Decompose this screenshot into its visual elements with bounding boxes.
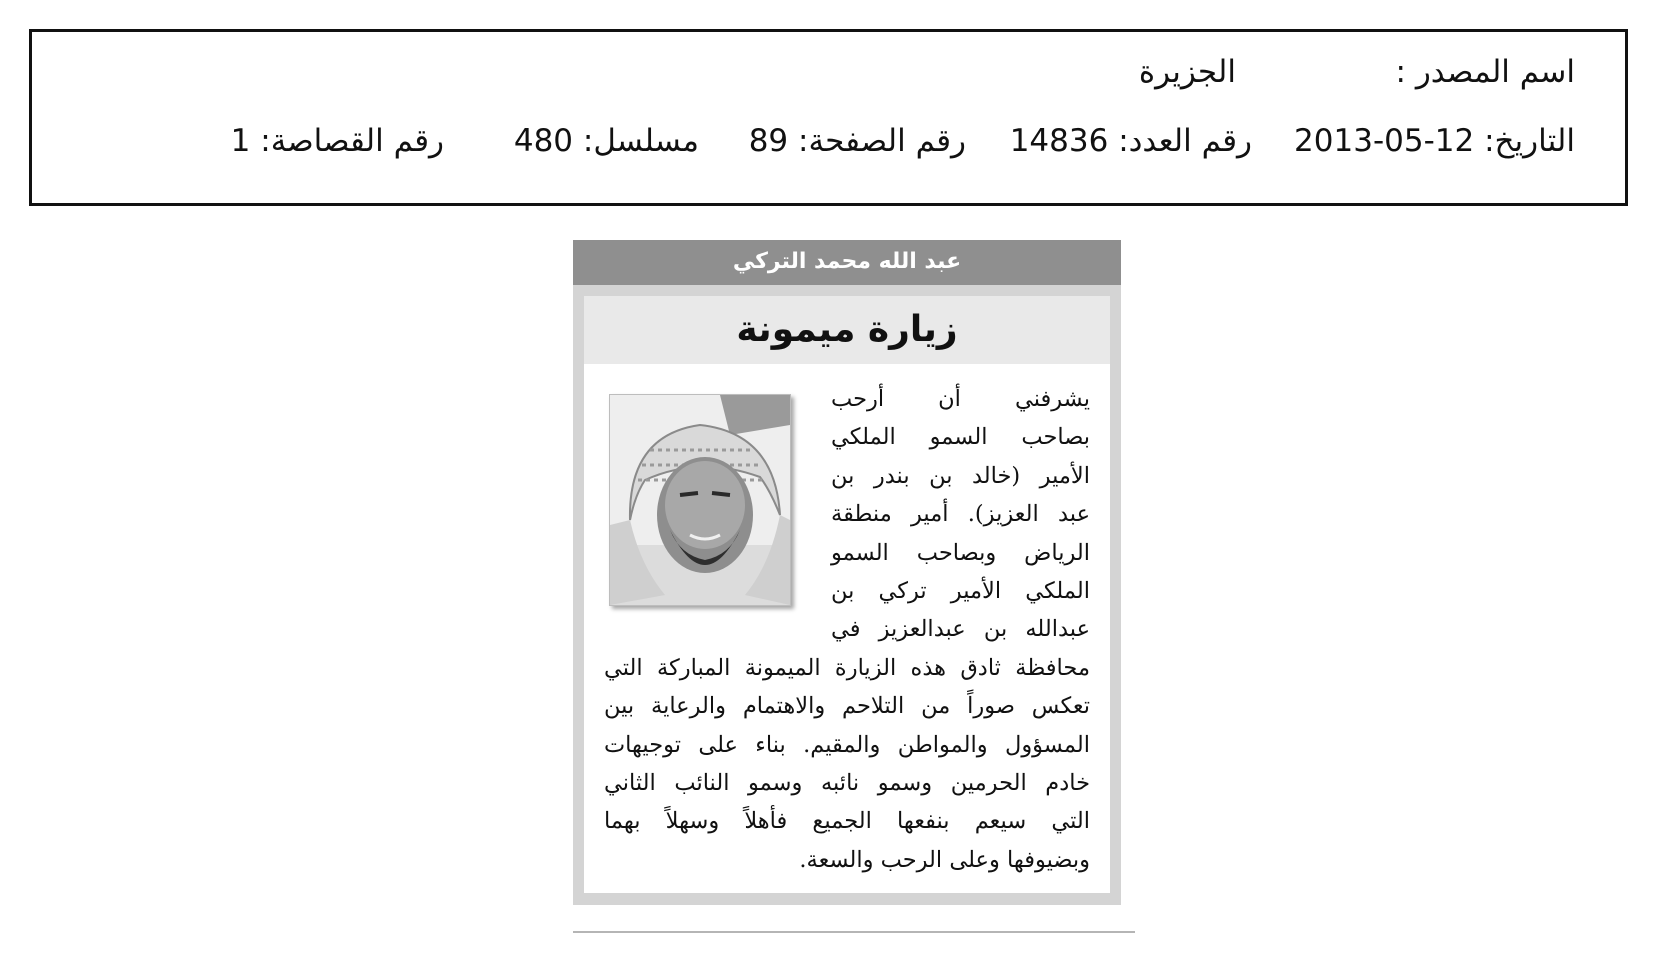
bottom-divider	[573, 931, 1135, 933]
body-line: التي سيعم بنفعها الجميع فأهلاً وسهلاً بهما	[604, 808, 1090, 835]
body-line: الملكي الأمير تركي بن	[831, 578, 1090, 605]
date-label: التاريخ:	[1484, 123, 1575, 159]
article-title: زيارة ميمونة	[584, 296, 1110, 364]
clipping-header-box	[29, 29, 1628, 206]
body-line: يشرفني أن أرحب	[831, 386, 1090, 412]
issue-label: رقم العدد:	[1118, 123, 1252, 159]
clip-value: 1	[230, 123, 251, 159]
body-line: وبضيوفها وعلى الرحب والسعة.	[799, 846, 1090, 873]
body-line: تعكس صوراً من التلاحم والاهتمام والرعاية بين	[604, 693, 1090, 720]
source-value: الجزيرة	[1138, 54, 1236, 90]
article-body	[604, 380, 1090, 879]
page-label: رقم الصفحة:	[798, 123, 966, 159]
body-line: محافظة ثادق هذه الزيارة الميمونة المباركة التي	[604, 654, 1090, 681]
article-clipping	[573, 240, 1121, 905]
date-field	[1294, 121, 1575, 161]
body-line: الأمير (خالد بن بندر بن	[831, 462, 1090, 489]
page-field	[749, 121, 966, 161]
article-panel	[584, 296, 1110, 893]
body-line: المسؤول والمواطن والمقيم. بناء على توجيهات	[604, 731, 1090, 758]
serial-field	[514, 121, 699, 161]
date-value: 2013-05-12	[1294, 123, 1475, 159]
body-line: الرياض وبصاحب السمو	[831, 539, 1090, 566]
issue-value: 14836	[1009, 123, 1109, 159]
author-byline: عبد الله محمد التركي	[573, 240, 1121, 285]
body-line: عبد العزيز). أمير منطقة	[831, 501, 1090, 528]
issue-field	[1010, 121, 1252, 161]
serial-label: مسلسل:	[582, 123, 699, 159]
clip-label: رقم القصاصة:	[260, 123, 444, 159]
page-value: 89	[748, 123, 789, 159]
serial-value: 480	[513, 123, 574, 159]
body-line: خادم الحرمين وسمو نائبه وسمو النائب الثاني	[604, 770, 1090, 797]
body-line: عبدالله بن عبدالعزيز في	[831, 616, 1090, 643]
body-line: بصاحب السمو الملكي	[831, 424, 1090, 451]
clip-field	[231, 121, 444, 161]
source-label: اسم المصدر :	[1395, 54, 1575, 90]
